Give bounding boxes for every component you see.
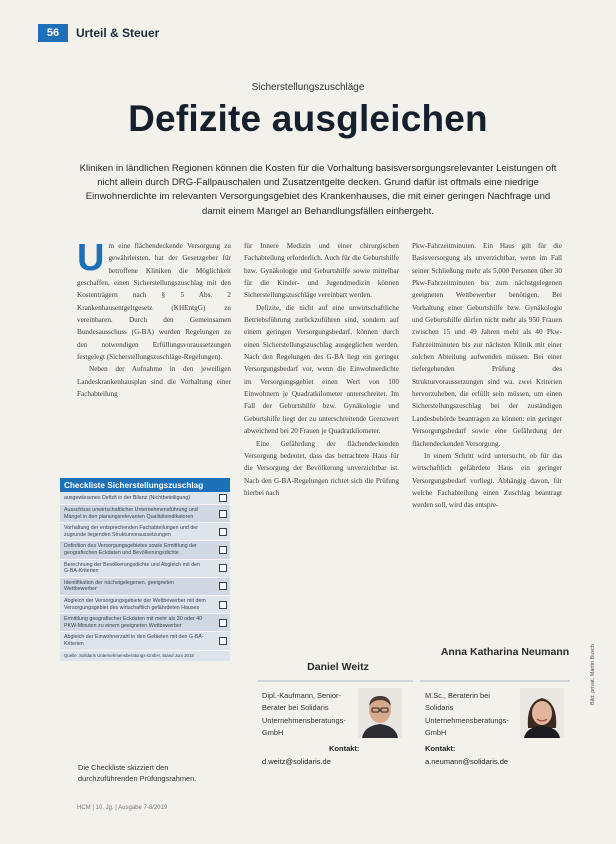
article-kicker: Sicherstellungszuschläge bbox=[251, 82, 365, 93]
checkbox[interactable] bbox=[219, 528, 227, 536]
checklist-item-text: ausgewiesenes Defizit in der Bilanz (Nichtbeteiligung) bbox=[64, 494, 191, 501]
checklist-item bbox=[60, 632, 230, 650]
paragraph: m eine flächendeckende Versorgung zu gewährleisten, hat der Gesetzgeber für betroffene Kliniken die Möglichkeit geschaffen, einen Sicherstellungszuschlag mit den Kostenträgern nach § 5 Abs. 2 Krankenhausentgeltgesetz (KHEntgG) zu vereinbaren. Durch den Gemeinsamen Bundesausschuss (G-BA) wurden Regelungen zu den notwendigen Erfüllungsvoraussetzungen festgelegt (Sicherstellungszuschläge-Regelungen). bbox=[77, 242, 231, 362]
author-name: Anna Katharina Neumann bbox=[440, 646, 570, 658]
checklist-item-text: Vorhaltung der entsprechenden Fachabteilungen und der zugrunde liegenden Strukturvoraussetzungen bbox=[64, 525, 198, 538]
checkbox[interactable] bbox=[219, 546, 227, 554]
article-lead: Kliniken in ländlichen Regionen können die Kosten für die Vorhaltung basisversorgungsrelevanter Leistungen oft nicht allein durch DRG-Fallpauschalen und Zusatzentgelte decken. Grund dafür ist oftmals eine niedrige Einwohnerdichte im relevanten Versorgungsgebiet des Krankenhauses, die mit einer geringen Nachfrage und damit einem Mangel an Behandlungsfällen einhergeht. bbox=[79, 163, 557, 217]
checklist-item-text: Ausschluss unwirtschaftlicher Unternehmensführung und Mängel in den planungsrelevanten Qualitätsindikatoren bbox=[64, 507, 198, 520]
checkbox[interactable] bbox=[219, 619, 227, 627]
checklist-item-text: Berechnung der Bevölkerungsdichte und Abgleich mit den G-BA-Kriterien bbox=[64, 561, 201, 575]
checklist-item-text: Ermittlung geografischer Eckdaten mit mehr als 30 oder 40 PKW-Minuten zu einem geeigneten Wettbewerber bbox=[64, 616, 203, 629]
checklist-item bbox=[60, 492, 230, 505]
checkbox[interactable] bbox=[219, 510, 227, 518]
author-portrait bbox=[358, 688, 402, 738]
paragraph: Eine Gefährdung der flächendeckenden Versorgung bedeutet, dass das betrachtete Haus für die Versorgung der Bevölkerung unverzichtbar ist. Nach den G-BA-Regelungen richtet sich die Prüfung hierbei nach bbox=[244, 439, 399, 497]
checklist-caption: Die Checkliste skizziert den durchzuführenden Prüfungsrahmen. bbox=[78, 763, 197, 783]
page-footer: HCM | 10. Jg. | Ausgabe 7-8/2019 bbox=[77, 805, 168, 811]
checklist-box bbox=[60, 478, 230, 661]
author-description: M.Sc., Beraterin bei Solidaris Unternehmensberatungs-GmbH bbox=[425, 691, 509, 738]
checklist-item bbox=[60, 578, 230, 596]
checklist-item-text: Definition des Versorgungsgebietes sowie Ermittlung der geografischen Eckdaten und Bevölkerungsdichte bbox=[64, 543, 197, 556]
page-header bbox=[38, 24, 159, 42]
section-name: Urteil & Steuer bbox=[76, 26, 160, 40]
paragraph: Defizite, die nicht auf eine unwirtschaftliche Betriebsführung zurückzuführen sind, sondern auf einem geringen Versorgungsbedarf, können durch einen Sicherstellungszuschlag ausgeglichen werden. Nach den Regelungen des G-BA liegt ein geringer Versorgungsbedarf vor, wenn die Einwohnerdichte im Versorgungsgebiet einen Wert von 100 Einwohnern je Quadratkilometer unterschreitet. Im Fall der Geburtshilfe bzw. Gynäkologie und Geburtshilfe liegt der zu unterschreitende Grenzwert abweichend bei 20 Frauen je Quadratkilometer. bbox=[244, 303, 399, 436]
checklist-item bbox=[60, 596, 230, 614]
body-column-3 bbox=[412, 240, 562, 512]
checklist-item-text: Identifikation der nächstgelegenen, geeigneten Wettbewerber bbox=[64, 579, 174, 593]
photo-credit: Bild: privat, Martin Busch bbox=[590, 644, 596, 705]
checklist-item-text: Abgleich der Versorgungsgebiete der Wettbewerber mit dem Versorgungsgebiet des wirtschaftlich gefährdeten Hauses bbox=[64, 597, 206, 611]
checkbox[interactable] bbox=[219, 582, 227, 590]
checklist-item bbox=[60, 541, 230, 559]
checklist-item-text: Abgleich der Einwohnerzahl in den Gebieten mit den G-BA-Kriterien bbox=[64, 634, 204, 647]
page-number: 56 bbox=[38, 24, 68, 42]
checklist-item bbox=[60, 523, 230, 541]
checkbox[interactable] bbox=[219, 601, 227, 609]
checklist-item bbox=[60, 614, 230, 632]
checklist-item bbox=[60, 560, 230, 578]
divider bbox=[258, 680, 413, 682]
author-email[interactable]: d.weitz@solidaris.de bbox=[262, 757, 331, 766]
checkbox[interactable] bbox=[219, 564, 227, 572]
body-column-1 bbox=[77, 237, 231, 400]
contact-label: Kontakt: bbox=[425, 744, 456, 753]
contact-label: Kontakt: bbox=[329, 744, 360, 753]
checklist-items bbox=[60, 492, 230, 651]
author-email[interactable]: a.neumann@solidaris.de bbox=[425, 757, 509, 766]
paragraph: Pkw-Fahrzeitminuten. Ein Haus gilt für die Basisversorgung als unverzichtbar, wenn im Fall seiner Schließung mehr als 5.000 Personen über 30 Pkw-Fahrzeitminuten bis zum nächstgelegenen geeigneten Wettbewerber benötigen. Bei Vorhaltung einer Geburtshilfe bzw. Gynäkologie und Geburtshilfe dürfen nicht mehr als 950 Frauen zwischen 15 und 49 Jahren mehr als 40 Pkw-Fahrzeitminuten bis zur nächsten Klinik mit einer solchen Abteilung aufwenden müssen. Bei einer tiefergehenden Prüfung des Strukturvoraussetzungen sind wa. zwei Kriterien hervorzuheben, die erfüllt sein müssen, um einen Sicherstellungszuschlag bei der zuständigen Landesbehörde beantragen zu können: ein geringer Versorgungsbedarf sowie eine Gefährdung der flächendeckenden Versorgung. bbox=[412, 242, 562, 448]
paragraph: Neben der Aufnahme in den jeweiligen Landeskrankenhausplan sind die Vorhaltung einer Fachabteilung bbox=[77, 365, 231, 399]
paragraph: In einem Schritt wird untersucht, ob für das wirtschaftlich gefährdete Haus ein geringer Versorgungsbedarf vorliegt. Abhängig davon, für welche Fachabteilung einen Zuschlag beantragt werden soll, wird das entspre- bbox=[412, 451, 562, 510]
checkbox[interactable] bbox=[219, 494, 227, 502]
author-portrait bbox=[520, 688, 564, 738]
paragraph: für Innere Medizin und einer chirurgischen Fachabteilung erforderlich. Auch für die Geburtshilfe bzw. Gynäkologie und Geburtshilfe sowie mittelbar für die Kinder- und Jugendmedizin können Sicherstellungszuschläge vereinbart werden. bbox=[244, 242, 399, 300]
article-headline: Defizite ausgleichen bbox=[128, 98, 488, 139]
body-column-2 bbox=[244, 240, 399, 499]
divider bbox=[420, 680, 570, 682]
author-name: Daniel Weitz bbox=[307, 661, 369, 673]
dropcap: U bbox=[77, 237, 105, 279]
author-description: Dipl.-Kaufmann, Senior-Berater bei Solidaris Unternehmensberatungs-GmbH bbox=[262, 691, 346, 738]
checklist-item bbox=[60, 505, 230, 523]
checklist-title: Checkliste Sicherstellungszuschlag bbox=[60, 478, 230, 492]
checklist-source: Quelle: Solidaris Unternehmensberatungs-GmbH, Stand Juni 2018 bbox=[64, 652, 194, 658]
checkbox[interactable] bbox=[219, 637, 227, 645]
